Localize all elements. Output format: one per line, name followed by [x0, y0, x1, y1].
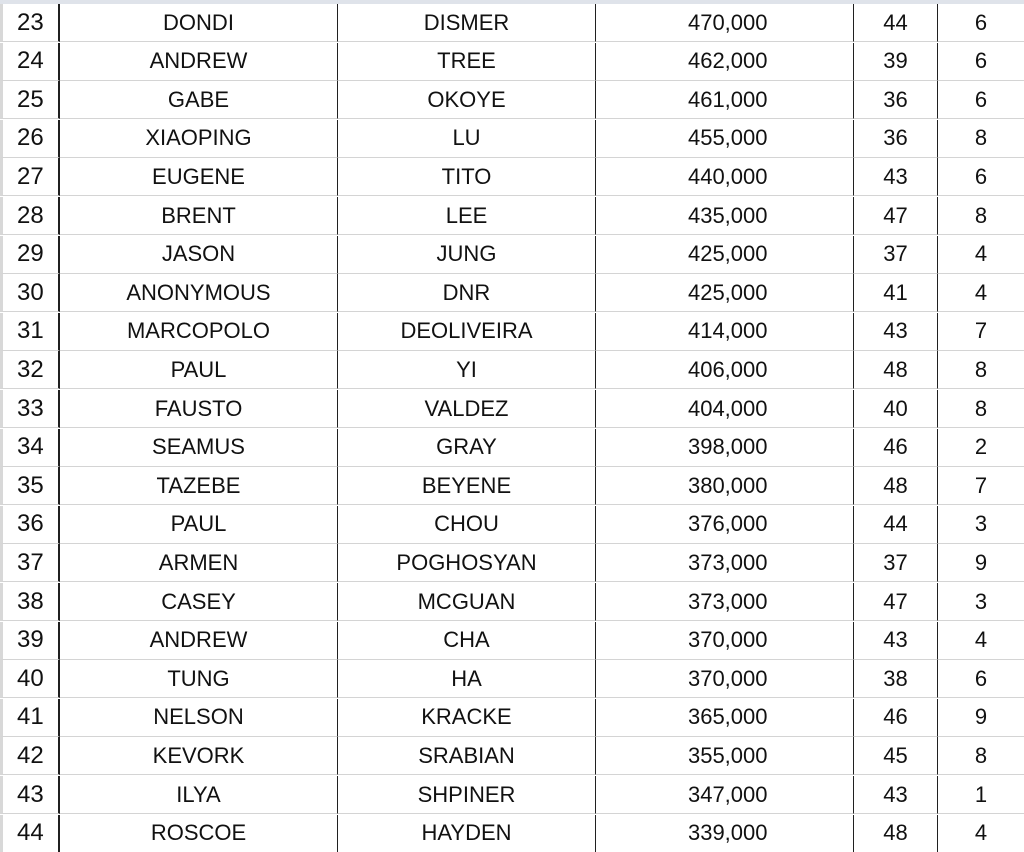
age-cell[interactable]: 43	[854, 622, 938, 660]
count-cell[interactable]: 6	[938, 660, 1024, 698]
amount-cell[interactable]	[596, 236, 854, 274]
count-cell[interactable]: 9	[938, 699, 1024, 737]
row-number-header[interactable]: 40	[0, 660, 60, 698]
age-cell[interactable]: 47	[854, 583, 938, 621]
amount-cell[interactable]	[596, 467, 854, 505]
count-cell[interactable]: 8	[938, 120, 1024, 158]
amount-cell[interactable]	[596, 351, 854, 389]
amount-cell[interactable]	[596, 660, 854, 698]
amount-cell[interactable]	[596, 699, 854, 737]
row-number-header[interactable]: 38	[0, 583, 60, 621]
amount-cell[interactable]	[596, 274, 854, 312]
table-row	[0, 158, 1024, 196]
row-number-header[interactable]: 30	[0, 274, 60, 312]
amount-value: 404,000	[687, 395, 768, 421]
amount-value: 380,000	[687, 472, 768, 498]
age-cell[interactable]: 48	[854, 467, 938, 505]
last-name-cell[interactable]: JUNG	[338, 236, 596, 274]
last-name-cell[interactable]: HAYDEN	[338, 815, 596, 852]
amount-cell[interactable]	[596, 390, 854, 428]
amount-value: 376,000	[687, 511, 768, 537]
age-cell[interactable]: 43	[854, 158, 938, 196]
count-cell[interactable]: 4	[938, 815, 1024, 852]
first-name-cell[interactable]: MARCOPOLO	[60, 313, 338, 351]
table-row	[0, 351, 1024, 389]
first-name-cell[interactable]: ANDREW	[60, 43, 338, 81]
amount-cell[interactable]	[596, 429, 854, 467]
amount-value: 365,000	[687, 704, 768, 730]
count-cell[interactable]: 6	[938, 81, 1024, 119]
count-cell[interactable]: 6	[938, 4, 1024, 42]
count-cell[interactable]: 1	[938, 776, 1024, 814]
row-number-header[interactable]: 25	[0, 81, 60, 119]
first-name-cell[interactable]: GABE	[60, 81, 338, 119]
last-name-cell[interactable]: HA	[338, 660, 596, 698]
table-row	[0, 622, 1024, 660]
count-cell[interactable]: 2	[938, 429, 1024, 467]
table-row	[0, 699, 1024, 737]
table-row	[0, 236, 1024, 274]
table-row	[0, 467, 1024, 505]
row-number-header[interactable]: 23	[0, 4, 60, 42]
table-row	[0, 776, 1024, 814]
last-name-cell[interactable]: MCGUAN	[338, 583, 596, 621]
first-name-cell[interactable]: ILYA	[60, 776, 338, 814]
amount-cell[interactable]	[596, 544, 854, 582]
row-number-header[interactable]: 35	[0, 467, 60, 505]
table-row	[0, 197, 1024, 235]
age-cell[interactable]: 37	[854, 236, 938, 274]
age-cell[interactable]: 48	[854, 815, 938, 852]
last-name-cell[interactable]: LU	[338, 120, 596, 158]
age-cell[interactable]: 36	[854, 81, 938, 119]
age-cell[interactable]: 43	[854, 776, 938, 814]
last-name-cell[interactable]: GRAY	[338, 429, 596, 467]
age-cell[interactable]: 40	[854, 390, 938, 428]
amount-cell[interactable]	[596, 776, 854, 814]
count-cell[interactable]: 3	[938, 583, 1024, 621]
age-cell[interactable]: 43	[854, 313, 938, 351]
amount-value: 425,000	[687, 241, 768, 267]
amount-cell[interactable]	[596, 197, 854, 235]
count-cell[interactable]: 6	[938, 158, 1024, 196]
row-number-header[interactable]: 42	[0, 737, 60, 775]
amount-cell[interactable]	[596, 81, 854, 119]
table-row	[0, 390, 1024, 428]
row-number-header[interactable]: 44	[0, 815, 60, 852]
first-name-cell[interactable]: TUNG	[60, 660, 338, 698]
first-name-cell[interactable]: CASEY	[60, 583, 338, 621]
amount-value: 347,000	[687, 781, 768, 807]
last-name-cell[interactable]: VALDEZ	[338, 390, 596, 428]
age-cell[interactable]: 48	[854, 351, 938, 389]
amount-value: 425,000	[687, 279, 768, 305]
first-name-cell[interactable]: ANDREW	[60, 622, 338, 660]
age-cell[interactable]: 46	[854, 429, 938, 467]
amount-value: 370,000	[687, 627, 768, 653]
amount-value: 455,000	[687, 125, 768, 151]
first-name-cell[interactable]: PAUL	[60, 506, 338, 544]
first-name-cell[interactable]: EUGENE	[60, 158, 338, 196]
amount-cell[interactable]	[596, 4, 854, 42]
table-row	[0, 43, 1024, 81]
row-number-header[interactable]: 27	[0, 158, 60, 196]
amount-value: 440,000	[687, 163, 768, 189]
last-name-cell[interactable]: CHA	[338, 622, 596, 660]
row-number-header[interactable]: 33	[0, 390, 60, 428]
age-cell[interactable]: 36	[854, 120, 938, 158]
last-name-cell[interactable]: DEOLIVEIRA	[338, 313, 596, 351]
age-cell[interactable]: 44	[854, 506, 938, 544]
last-name-cell[interactable]: KRACKE	[338, 699, 596, 737]
table-row	[0, 120, 1024, 158]
last-name-cell[interactable]: OKOYE	[338, 81, 596, 119]
table-row	[0, 274, 1024, 312]
amount-cell[interactable]	[596, 43, 854, 81]
amount-value: 355,000	[687, 742, 768, 768]
amount-value: 370,000	[687, 665, 768, 691]
amount-cell[interactable]	[596, 120, 854, 158]
first-name-cell[interactable]: PAUL	[60, 351, 338, 389]
count-cell[interactable]: 8	[938, 390, 1024, 428]
count-cell[interactable]: 4	[938, 622, 1024, 660]
table-row	[0, 4, 1024, 42]
last-name-cell[interactable]: CHOU	[338, 506, 596, 544]
age-cell[interactable]: 39	[854, 43, 938, 81]
row-number-header[interactable]: 43	[0, 776, 60, 814]
first-name-cell[interactable]: KEVORK	[60, 737, 338, 775]
row-number-header[interactable]: 34	[0, 429, 60, 467]
first-name-cell[interactable]: SEAMUS	[60, 429, 338, 467]
amount-value: 339,000	[687, 820, 768, 846]
amount-value: 406,000	[687, 356, 768, 382]
table-row	[0, 583, 1024, 621]
count-cell[interactable]: 4	[938, 236, 1024, 274]
last-name-cell[interactable]: TITO	[338, 158, 596, 196]
amount-value: 398,000	[687, 434, 768, 460]
age-cell[interactable]: 41	[854, 274, 938, 312]
amount-cell[interactable]	[596, 815, 854, 852]
last-name-cell[interactable]: YI	[338, 351, 596, 389]
first-name-cell[interactable]: TAZEBE	[60, 467, 338, 505]
count-cell[interactable]: 8	[938, 351, 1024, 389]
table-row	[0, 81, 1024, 119]
row-number-header[interactable]: 26	[0, 120, 60, 158]
first-name-cell[interactable]: ROSCOE	[60, 815, 338, 852]
count-cell[interactable]: 7	[938, 467, 1024, 505]
row-number-header[interactable]: 24	[0, 43, 60, 81]
last-name-cell[interactable]: BEYENE	[338, 467, 596, 505]
first-name-cell[interactable]: JASON	[60, 236, 338, 274]
table-row	[0, 429, 1024, 467]
last-name-cell[interactable]: SRABIAN	[338, 737, 596, 775]
count-cell[interactable]: 7	[938, 313, 1024, 351]
first-name-cell[interactable]: NELSON	[60, 699, 338, 737]
row-number-header[interactable]: 36	[0, 506, 60, 544]
first-name-cell[interactable]: DONDI	[60, 4, 338, 42]
row-number-header[interactable]: 29	[0, 236, 60, 274]
table-row	[0, 660, 1024, 698]
first-name-cell[interactable]: ANONYMOUS	[60, 274, 338, 312]
table-row	[0, 544, 1024, 582]
first-name-cell[interactable]: ARMEN	[60, 544, 338, 582]
row-number-header[interactable]: 39	[0, 622, 60, 660]
last-name-cell[interactable]: TREE	[338, 43, 596, 81]
last-name-cell[interactable]: DISMER	[338, 4, 596, 42]
row-number-header[interactable]: 37	[0, 544, 60, 582]
amount-value: 462,000	[687, 48, 768, 74]
amount-cell[interactable]	[596, 583, 854, 621]
table-row	[0, 815, 1024, 852]
age-cell[interactable]: 37	[854, 544, 938, 582]
count-cell[interactable]: 6	[938, 43, 1024, 81]
last-name-cell[interactable]: POGHOSYAN	[338, 544, 596, 582]
amount-value: 435,000	[687, 202, 768, 228]
row-number-header[interactable]: 28	[0, 197, 60, 235]
amount-cell[interactable]	[596, 737, 854, 775]
count-cell[interactable]: 4	[938, 274, 1024, 312]
age-cell[interactable]: 44	[854, 4, 938, 42]
first-name-cell[interactable]: XIAOPING	[60, 120, 338, 158]
last-name-cell[interactable]: SHPINER	[338, 776, 596, 814]
amount-value: 414,000	[687, 318, 768, 344]
count-cell[interactable]: 8	[938, 737, 1024, 775]
amount-value: 373,000	[687, 549, 768, 575]
age-cell[interactable]: 47	[854, 197, 938, 235]
amount-cell[interactable]	[596, 506, 854, 544]
amount-value: 373,000	[687, 588, 768, 614]
amount-cell[interactable]	[596, 313, 854, 351]
table-row	[0, 737, 1024, 775]
row-number-header[interactable]: 41	[0, 699, 60, 737]
first-name-cell[interactable]: BRENT	[60, 197, 338, 235]
amount-cell[interactable]	[596, 158, 854, 196]
amount-value: 470,000	[687, 9, 768, 35]
table-row	[0, 313, 1024, 351]
age-cell[interactable]: 46	[854, 699, 938, 737]
count-cell[interactable]: 3	[938, 506, 1024, 544]
count-cell[interactable]: 8	[938, 197, 1024, 235]
row-number-header[interactable]: 32	[0, 351, 60, 389]
age-cell[interactable]: 38	[854, 660, 938, 698]
row-number-header[interactable]: 31	[0, 313, 60, 351]
count-cell[interactable]: 9	[938, 544, 1024, 582]
first-name-cell[interactable]: FAUSTO	[60, 390, 338, 428]
table-row	[0, 506, 1024, 544]
last-name-cell[interactable]: LEE	[338, 197, 596, 235]
amount-value: 461,000	[687, 86, 768, 112]
age-cell[interactable]: 45	[854, 737, 938, 775]
last-name-cell[interactable]: DNR	[338, 274, 596, 312]
amount-cell[interactable]	[596, 622, 854, 660]
